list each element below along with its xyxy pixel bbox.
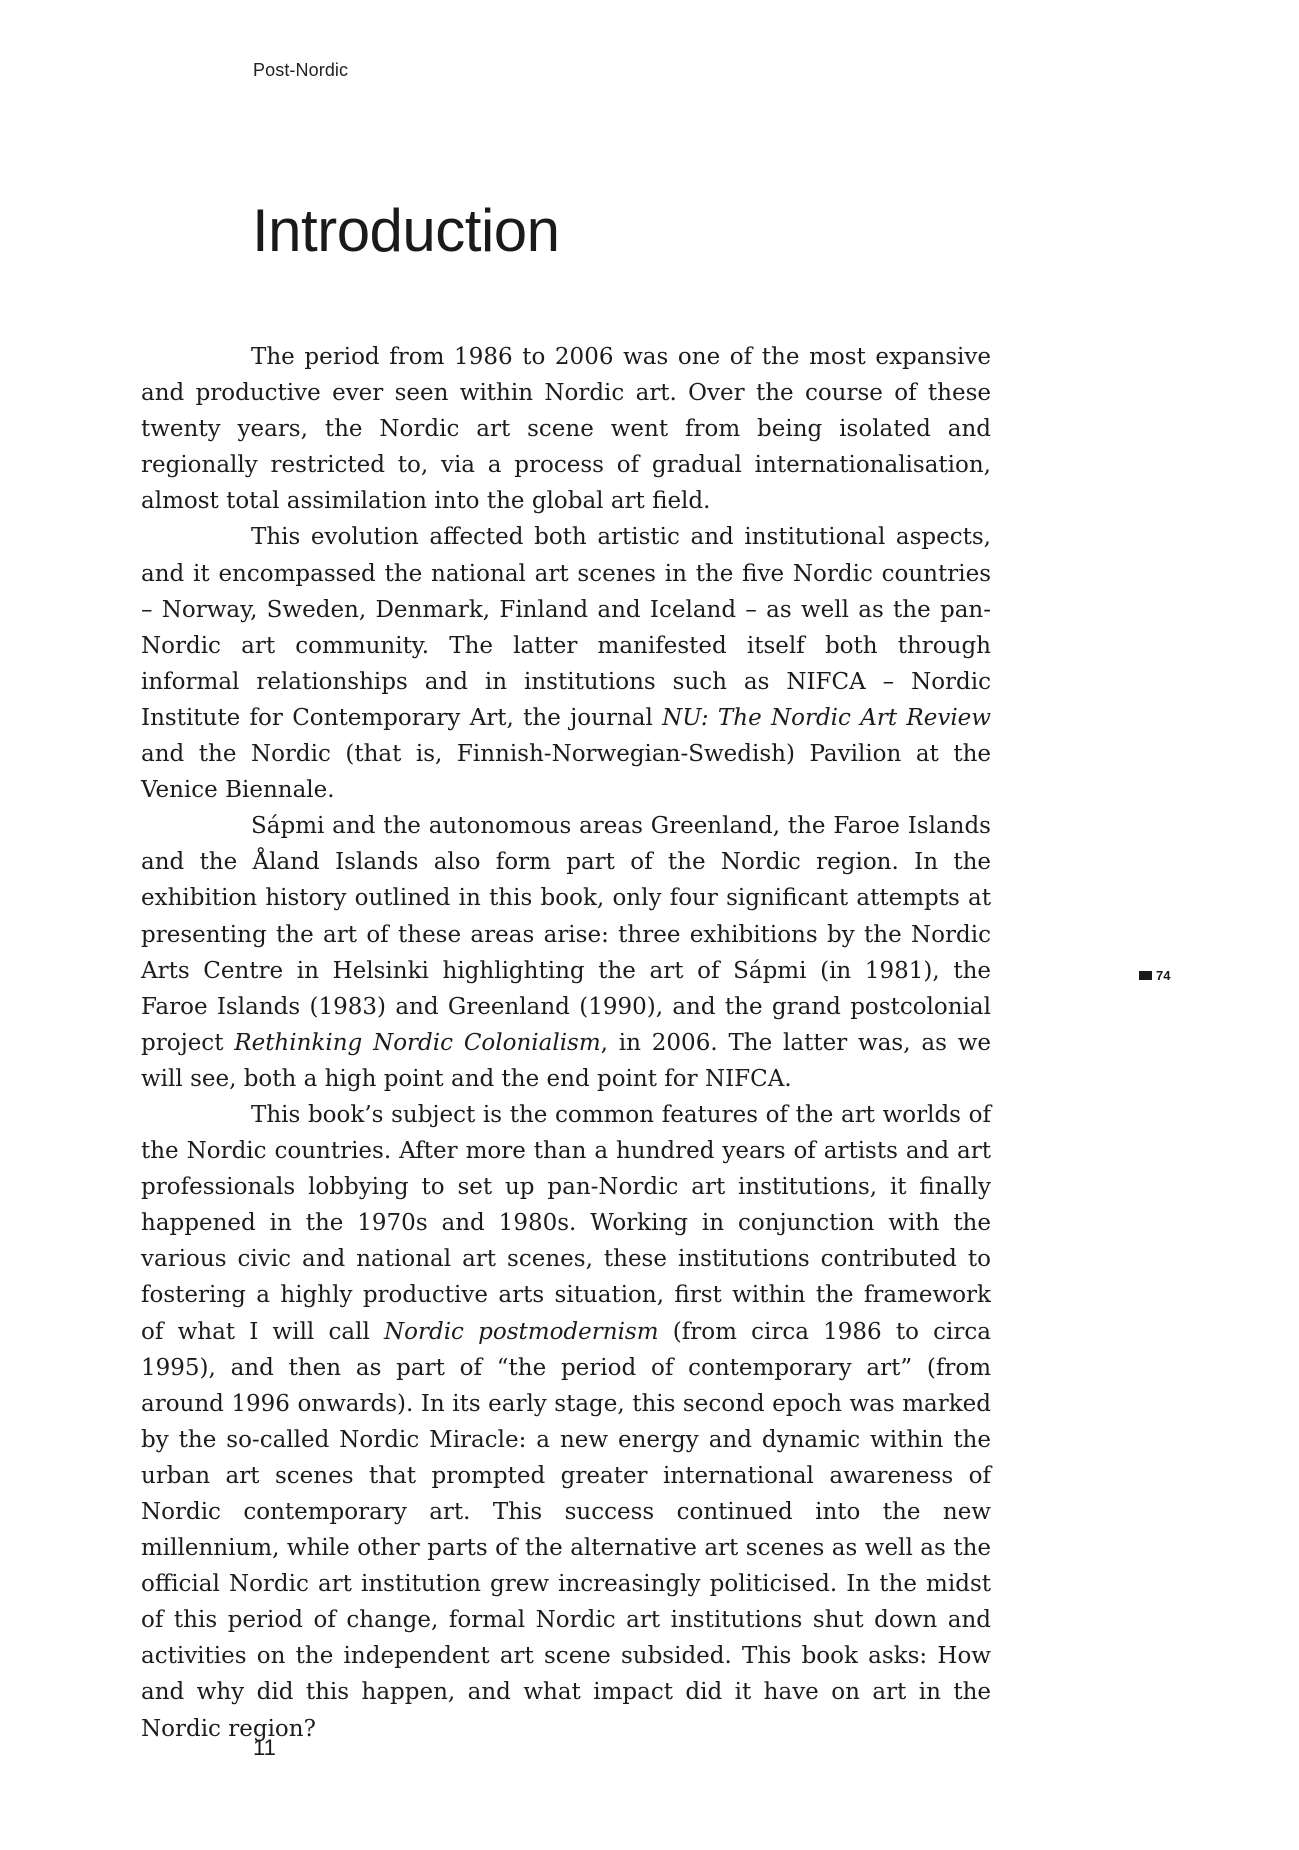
paragraph-4 xyxy=(141,1097,991,1747)
journal-title: NU: The Nordic Art Review xyxy=(662,704,991,731)
paragraph-2-text-b: and the Nordic (that is, Finnish-Norwegian-Swedish) Pavilion at the Venice Biennale. xyxy=(141,741,991,804)
running-head: Post-Nordic xyxy=(253,60,349,80)
paragraph-3 xyxy=(141,808,991,1097)
reference-marker-icon xyxy=(1139,971,1152,980)
paragraph-1: The period from 1986 to 2006 was one of the most expansive and productive ever seen within Nordic art. Over the course of these twenty years, the Nordic art scene went from being isolated and regionally restricted to, via a process of gradual internationalisation, almost total assimilation into the global art field. xyxy=(141,344,991,515)
paragraph-3-text-b: , in 2006. The latter was, as we will see, both a high point and the end point for NIFCA. xyxy=(141,1029,991,1092)
body-text xyxy=(141,339,991,1747)
paragraph-4-text-a: This book’s subject is the common features of the art worlds of the Nordic countries. After more than a hundred years of artists and art professionals lobbying to set up pan-Nordic art institutions, it finally happened in the 1970s and 1980s. Working in conjunction with the various civic and national art scenes, these institutions contributed to fostering a highly productive arts situation, first within the framework of what I will call xyxy=(141,1101,991,1345)
project-title: Rethinking Nordic Colonialism xyxy=(234,1029,601,1056)
paragraph-4-text-b: (from circa 1986 to circa 1995), and then as part of “the period of contemporary art” (from around 1996 onwards). In its early stage, this second epoch was marked by the so-called Nordic Miracle: a new energy and dynamic within the urban art scenes that prompted greater international awareness of Nordic contemporary art. This success continued into the new millennium, while other parts of the alternative art scenes as well as the official Nordic art institution grew increasingly politicised. In the midst of this period of change, formal Nordic art institutions shut down and activities on the independent art scene subsided. This book asks: How and why did this happen, and what impact did it have on art in the Nordic region? xyxy=(141,1318,992,1742)
page-number: 11 xyxy=(253,1735,276,1760)
term-nordic-postmodernism: Nordic postmodernism xyxy=(384,1318,659,1345)
margin-page-reference[interactable] xyxy=(1139,968,1170,983)
paragraph-2 xyxy=(141,519,991,808)
paragraph-3-text-a: Sápmi and the autonomous areas Greenland, the Faroe Islands and the Åland Islands also form part of the Nordic region. In the exhibition history outlined in this book, only four significant attempts at presenting the art of these areas arise: three exhibitions by the Nordic Arts Centre in Helsinki highlighting the art of Sápmi (in 1981), the Faroe Islands (1983) and Greenland (1990), and the grand postcolonial project xyxy=(141,813,991,1056)
paragraph-2-text-a: This evolution affected both artistic and institutional aspects, and it encompassed the national art scenes in the five Nordic countries – Norway, Sweden, Denmark, Finland and Iceland – as well as the pan-Nordic art community. The latter manifested itself both through informal relationships and in institutions such as NIFCA – Nordic Institute for Contemporary Art, the journal xyxy=(141,524,991,731)
reference-page-number: 74 xyxy=(1156,968,1171,983)
chapter-title: Introduction xyxy=(252,197,560,264)
